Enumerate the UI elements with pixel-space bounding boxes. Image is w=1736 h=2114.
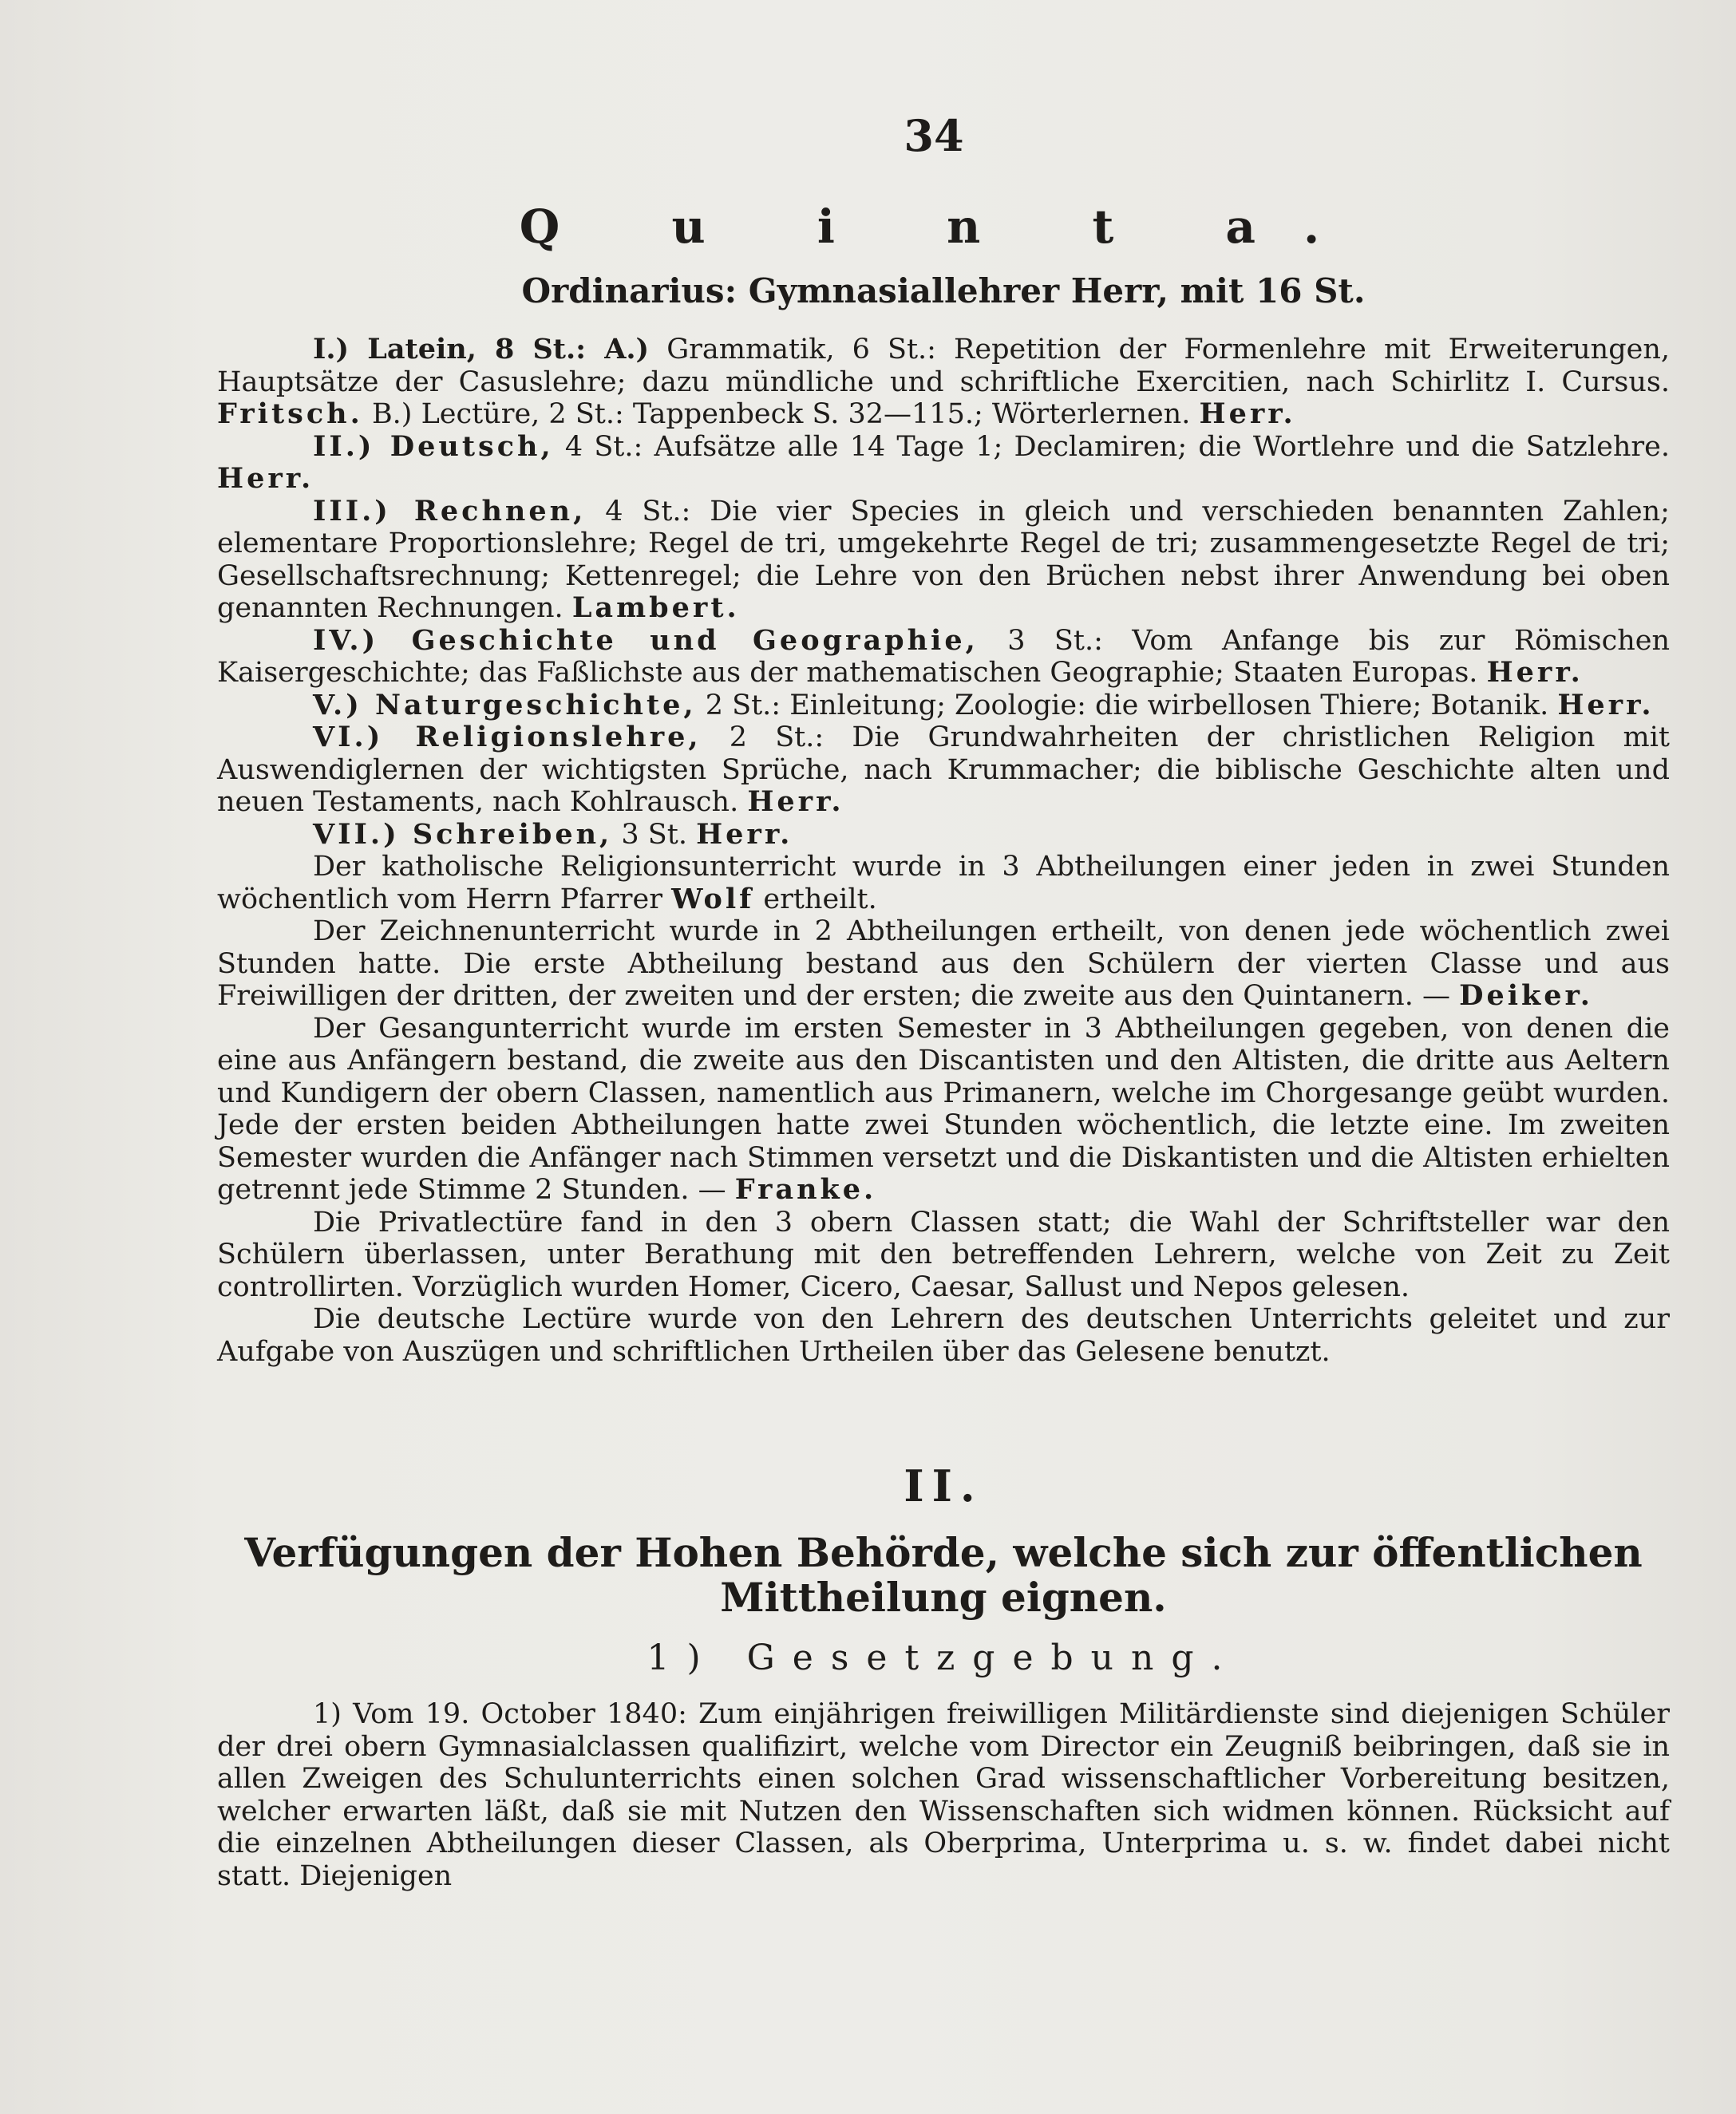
curriculum-text [217,334,1670,1368]
teacher-name: Herr. [1557,688,1655,721]
subject-label: II.) Deutsch, [313,429,554,463]
subject-text: 4 St.: Aufsätze alle 14 Tage 1; Declamiren; die Wortlehre und die Satzlehre. [564,430,1670,463]
paragraph-text: Der Zeichnenunterricht wurde in 2 Abtheilungen ertheilt, von denen jede wöchentlich zwei Stunden hatte. Die erste Abtheilung bestand aus den Schülern der vierten Classe und aus Freiwilligen der dritten, der zweiten und der ersten; die zweite aus den Quintanern. — [217,915,1670,1012]
subject-label: IV.) Geschichte und Geographie, [313,623,979,657]
teacher-name: Herr. [217,462,314,495]
section-number: II. [904,1460,983,1511]
paragraph-german-reading [217,1303,1670,1368]
subject-naturgeschichte [217,690,1670,722]
paragraph-text: Die Privatlectüre fand in den 3 obern Classen statt; die Wahl der Schriftsteller war den Schülern überlassen, unter Berathung mit den betreffenden Lehrern, welche von Zeit zu Zeit controllirten. Vorzüglich wurden Homer, Cicero, Caesar, Sallust und Nepos gelesen. [217,1206,1670,1303]
teacher-name: Herr. [1199,397,1296,430]
section-title: Verfügungen der Hohen Behörde, welche sich zur öffentlichen Mittheilung eignen. [244,1529,1643,1621]
subsection-title: 1) Gesetzgebung. [647,1638,1240,1678]
paragraph-text: Der katholische Religionsunterricht wurde in 3 Abtheilungen einer jeden in zwei Stunden wöchentlich vom Herrn Pfarrer [217,851,1670,915]
class-heading: Q u i n t a. [519,200,1368,254]
teacher-name: Fritsch. [217,397,363,430]
subject-label: III.) Rechnen, [313,494,587,528]
subject-text: 4 St.: Die vier Species in gleich und verschieden benannten Zahlen; elementare Proportionslehre; Regel de tri, umgekehrte Regel de tri; zusammengesetzte Regel de tri; Gesellschaftsrechnung; Kettenregel; die Lehre von den Brüchen nebst ihrer Anwendung bei oben genannten Rechnungen. [217,495,1670,624]
subject-latin [217,334,1670,431]
subject-text: 2 St.: Einleitung; Zoologie: die wirbellosen Thiere; Botanik. [705,689,1549,721]
paragraph-private-reading [217,1207,1670,1304]
subject-text: 3 St. [621,818,687,851]
teacher-name: Herr. [747,785,844,818]
paragraph-legislation: 1) Vom 19. October 1840: Zum einjährigen freiwilligen Militärdienste sind diejenigen Schüler der drei obern Gymnasialclassen qualifizirt, welche vom Director ein Zeugniß beibringen, daß sie in allen Zweigen des Schulunterrichts einen solchen Grad wissenschaftlicher Vorbereitung besitzen, welcher erwarten läßt, daß sie mit Nutzen den Wissenschaften sich widmen können. Rücksicht auf die einzelnen Abtheilungen dieser Classen, als Oberprima, Unterprima u. s. w. findet dabei nicht statt. Diejenigen [217,1698,1670,1892]
legislation-text [217,1698,1670,1892]
page-number: 34 [904,110,964,161]
paragraph-religion-catholic [217,851,1670,915]
ordinarius-line: Ordinarius: Gymnasiallehrer Herr, mit 16 St. [521,271,1366,310]
subject-label: V.) Naturgeschichte, [313,688,697,721]
paragraph-text: ertheilt. [763,883,877,915]
paragraph-text: Der Gesangunterricht wurde im ersten Semester in 3 Abtheilungen gegeben, von denen die eine aus Anfängern bestand, die zweite aus den Discantisten und den Altisten, die dritte aus Aeltern und Kundigern der obern Classen, namentlich aus Primanern, welche im Chorgesange geübt wurden. Jede der ersten beiden Abtheilungen hatte zwei Stunden wöchentlich, die letzte eine. Im zweiten Semester wurden die Anfänger nach Stimmen versetzt und die Diskantisten und die Altisten erhielten getrennt jede Stimme 2 Stunden. — [217,1012,1670,1206]
subject-label: VII.) Schreiben, [313,817,613,851]
teacher-name: Deiker. [1459,979,1593,1012]
subject-text: 2 St.: Die Grundwahrheiten der christlichen Religion mit Auswendiglernen der wichtigsten Sprüche, nach Krummacher; die biblische Geschichte alten und neuen Testaments, nach Kohlrausch. [217,721,1670,818]
subject-text: Grammatik, 6 St.: Repetition der Formenlehre mit Erweiterungen, Hauptsätze der Casuslehre; dazu mündliche und schriftliche Exercitien, nach Schirlitz I. Cursus. [217,334,1670,398]
subject-deutsch [217,431,1670,496]
subject-schreiben [217,819,1670,852]
subject-label: I.) Latein, 8 St.: A.) [313,333,650,366]
teacher-name: Herr. [1486,656,1584,689]
subject-label: VI.) Religionslehre, [313,721,702,753]
subject-text: 3 St.: Vom Anfange bis zur Römischen Kaisergeschichte; das Faßlichste aus der mathematischen Geographie; Staaten Europas. [217,624,1670,689]
subject-text: B.) Lectüre, 2 St.: Tappenbeck S. 32—115.; Wörterlernen. [371,398,1191,430]
teacher-name: Lambert. [571,591,740,624]
subject-rechnen [217,496,1670,625]
paragraph-singing [217,1013,1670,1207]
subject-religion [217,721,1670,819]
paragraph-text: Die deutsche Lectüre wurde von den Lehrern des deutschen Unterrichts geleitet und zur Aufgabe von Auszügen und schriftlichen Urtheilen über das Gelesene benutzt. [217,1303,1670,1368]
paragraph-drawing [217,915,1670,1013]
teacher-name: Herr. [696,817,793,851]
teacher-name: Franke. [734,1173,877,1206]
subject-geschichte [217,625,1670,690]
teacher-name: Wolf [671,882,755,915]
